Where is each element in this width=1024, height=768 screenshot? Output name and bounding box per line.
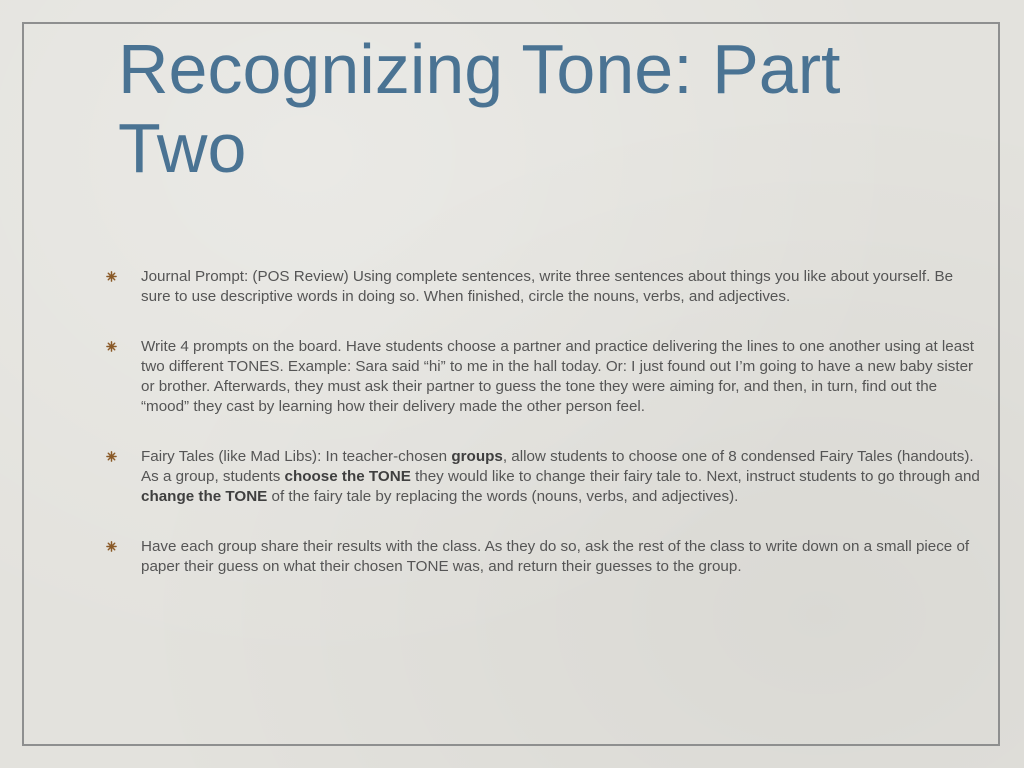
sunburst-bullet-icon bbox=[106, 341, 117, 352]
bullet-text-segment: Write 4 prompts on the board. Have students choose a partner and practice delivering the lines to one another using at least two different TONES. Example: Sara said “hi” to me in the hall today. Or: I just found out I’m going to have a new baby sister or brother. Afterwards, they must ask their partner to guess the tone they were aiming for, and then, in turn, find out the “mood” they cast by learning how their delivery made the other person feel. bbox=[141, 338, 974, 415]
bullet-text-segment: they would like to change their fairy tale to. Next, instruct students to go through and bbox=[410, 468, 980, 485]
sunburst-bullet-icon bbox=[106, 541, 117, 552]
bullet-text-bold: change the TONE bbox=[141, 488, 268, 505]
bullet-text-segment: Fairy Tales (like Mad Libs): In teacher-chosen bbox=[141, 448, 452, 465]
bullet-list bbox=[106, 267, 986, 607]
bullet-text-bold: choose the TONE bbox=[284, 468, 411, 485]
sunburst-bullet-icon bbox=[106, 451, 117, 462]
bullet-item-write-prompts bbox=[106, 337, 986, 417]
bullet-text bbox=[141, 538, 969, 575]
bullet-item-fairy-tales bbox=[106, 447, 986, 507]
bullet-text bbox=[141, 338, 974, 415]
sunburst-bullet-icon bbox=[106, 271, 117, 282]
bullet-text-segment: Journal Prompt: (POS Review) Using complete sentences, write three sentences about things you like about yourself. Be sure to use descriptive words in doing so. When finished, circle the nouns, verbs, and adjectives. bbox=[141, 268, 954, 305]
bullet-item-journal-prompt bbox=[106, 267, 986, 307]
bullet-text-segment: Have each group share their results with the class. As they do so, ask the rest of the class to write down on a small piece of paper their guess on what their chosen TONE was, and return their guesses to the group. bbox=[141, 538, 970, 575]
bullet-text-segment: of the fairy tale by replacing the words (nouns, verbs, and adjectives). bbox=[267, 488, 739, 505]
bullet-text bbox=[141, 448, 980, 505]
bullet-text-bold: groups bbox=[451, 448, 503, 465]
bullet-item-share-results bbox=[106, 537, 986, 577]
slide-title: Recognizing Tone: Part Two bbox=[118, 30, 841, 187]
bullet-text bbox=[141, 268, 953, 305]
bullet-text-segment: , allow students to choose one of 8 condensed Fairy Tales (handouts). As a group, students bbox=[141, 448, 974, 485]
